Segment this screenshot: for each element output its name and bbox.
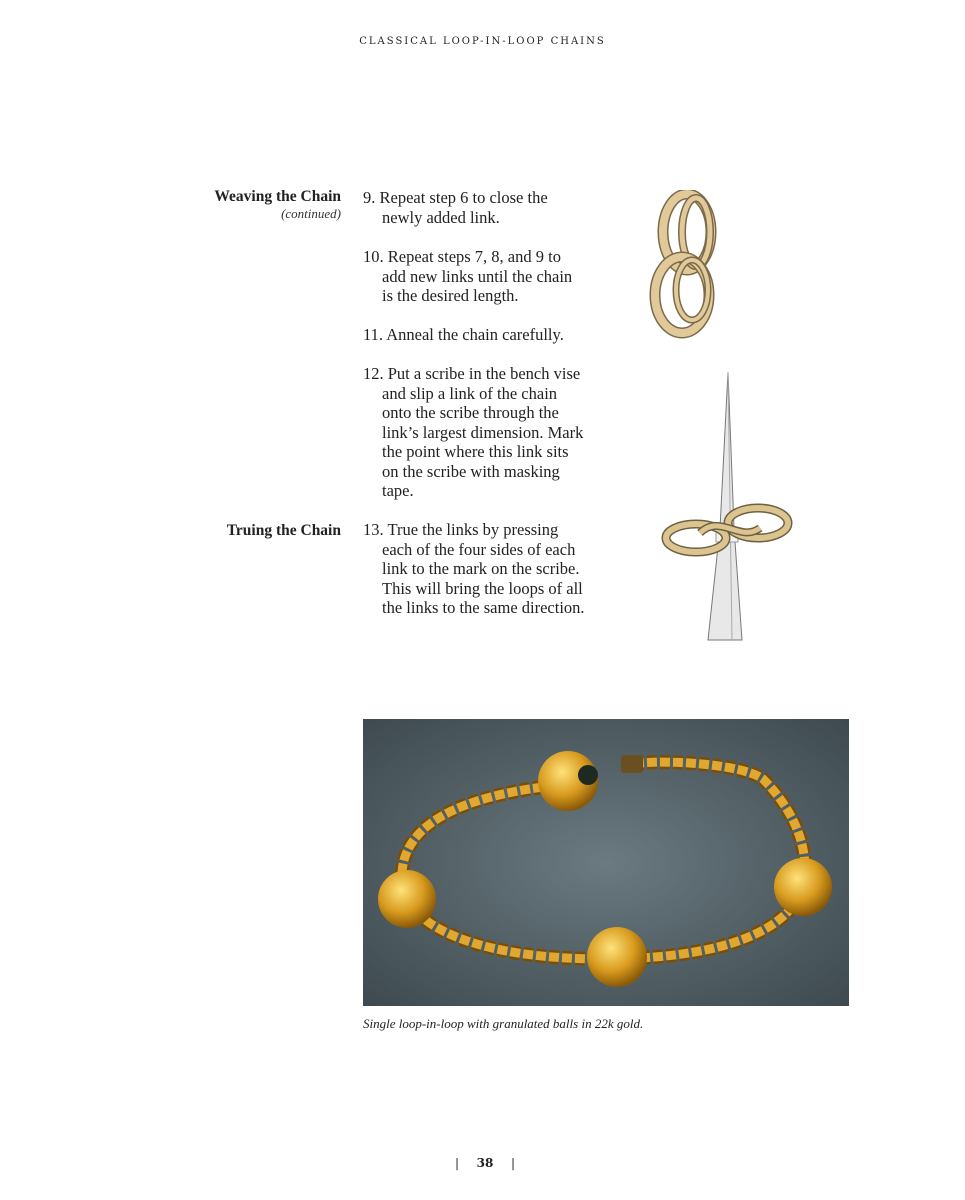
chain-links-illustration [640, 190, 735, 342]
section-heading-weaving [214, 188, 341, 222]
scribe-illustration [660, 368, 795, 646]
step-line: is the desired length. [382, 286, 519, 305]
step-line: 9. Repeat step 6 to close the [363, 188, 548, 207]
step-line: newly added link. [382, 207, 500, 227]
step-line: 11. Anneal the chain carefully. [363, 325, 564, 344]
step-line: link to the mark on the scribe. [382, 559, 580, 578]
step-11 [363, 325, 623, 345]
page-footer [455, 1156, 515, 1170]
folio-divider: | [510, 1156, 515, 1170]
page-number: 38 [476, 1156, 494, 1170]
step-line: and slip a link of the chain [382, 383, 558, 403]
step-line: 12. Put a scribe in the bench vise [363, 364, 581, 383]
step-line: the point where this link sits [382, 442, 569, 461]
step-line: each of the four sides of each [382, 539, 576, 559]
step-9 [363, 188, 623, 227]
section-title: Weaving the Chain [214, 188, 341, 205]
folio-divider: | [455, 1156, 460, 1170]
step-line: 13. True the links by pressing [363, 520, 559, 539]
section-title: Truing the Chain [226, 522, 341, 539]
section-heading-truing [227, 522, 341, 540]
step-10 [363, 247, 623, 306]
step-line: link’s largest dimension. Mark [382, 422, 584, 442]
section-subtitle: (continued) [281, 206, 341, 221]
step-line: the links to the same direction. [382, 598, 585, 617]
step-line: tape. [382, 481, 414, 500]
step-line: on the scribe with masking [382, 461, 560, 481]
step-13 [363, 520, 623, 618]
step-line: onto the scribe through the [382, 403, 559, 422]
step-line: This will bring the loops of all [382, 578, 583, 598]
photo-caption: Single loop-in-loop with granulated balls in 22k gold. [363, 1016, 644, 1031]
step-line: 10. Repeat steps 7, 8, and 9 to [363, 247, 561, 266]
step-line: add new links until the chain [382, 266, 573, 286]
running-head: CLASSICAL LOOP-IN-LOOP CHAINS [359, 36, 606, 47]
step-12 [363, 364, 623, 501]
gold-chain-photo [363, 719, 849, 1006]
